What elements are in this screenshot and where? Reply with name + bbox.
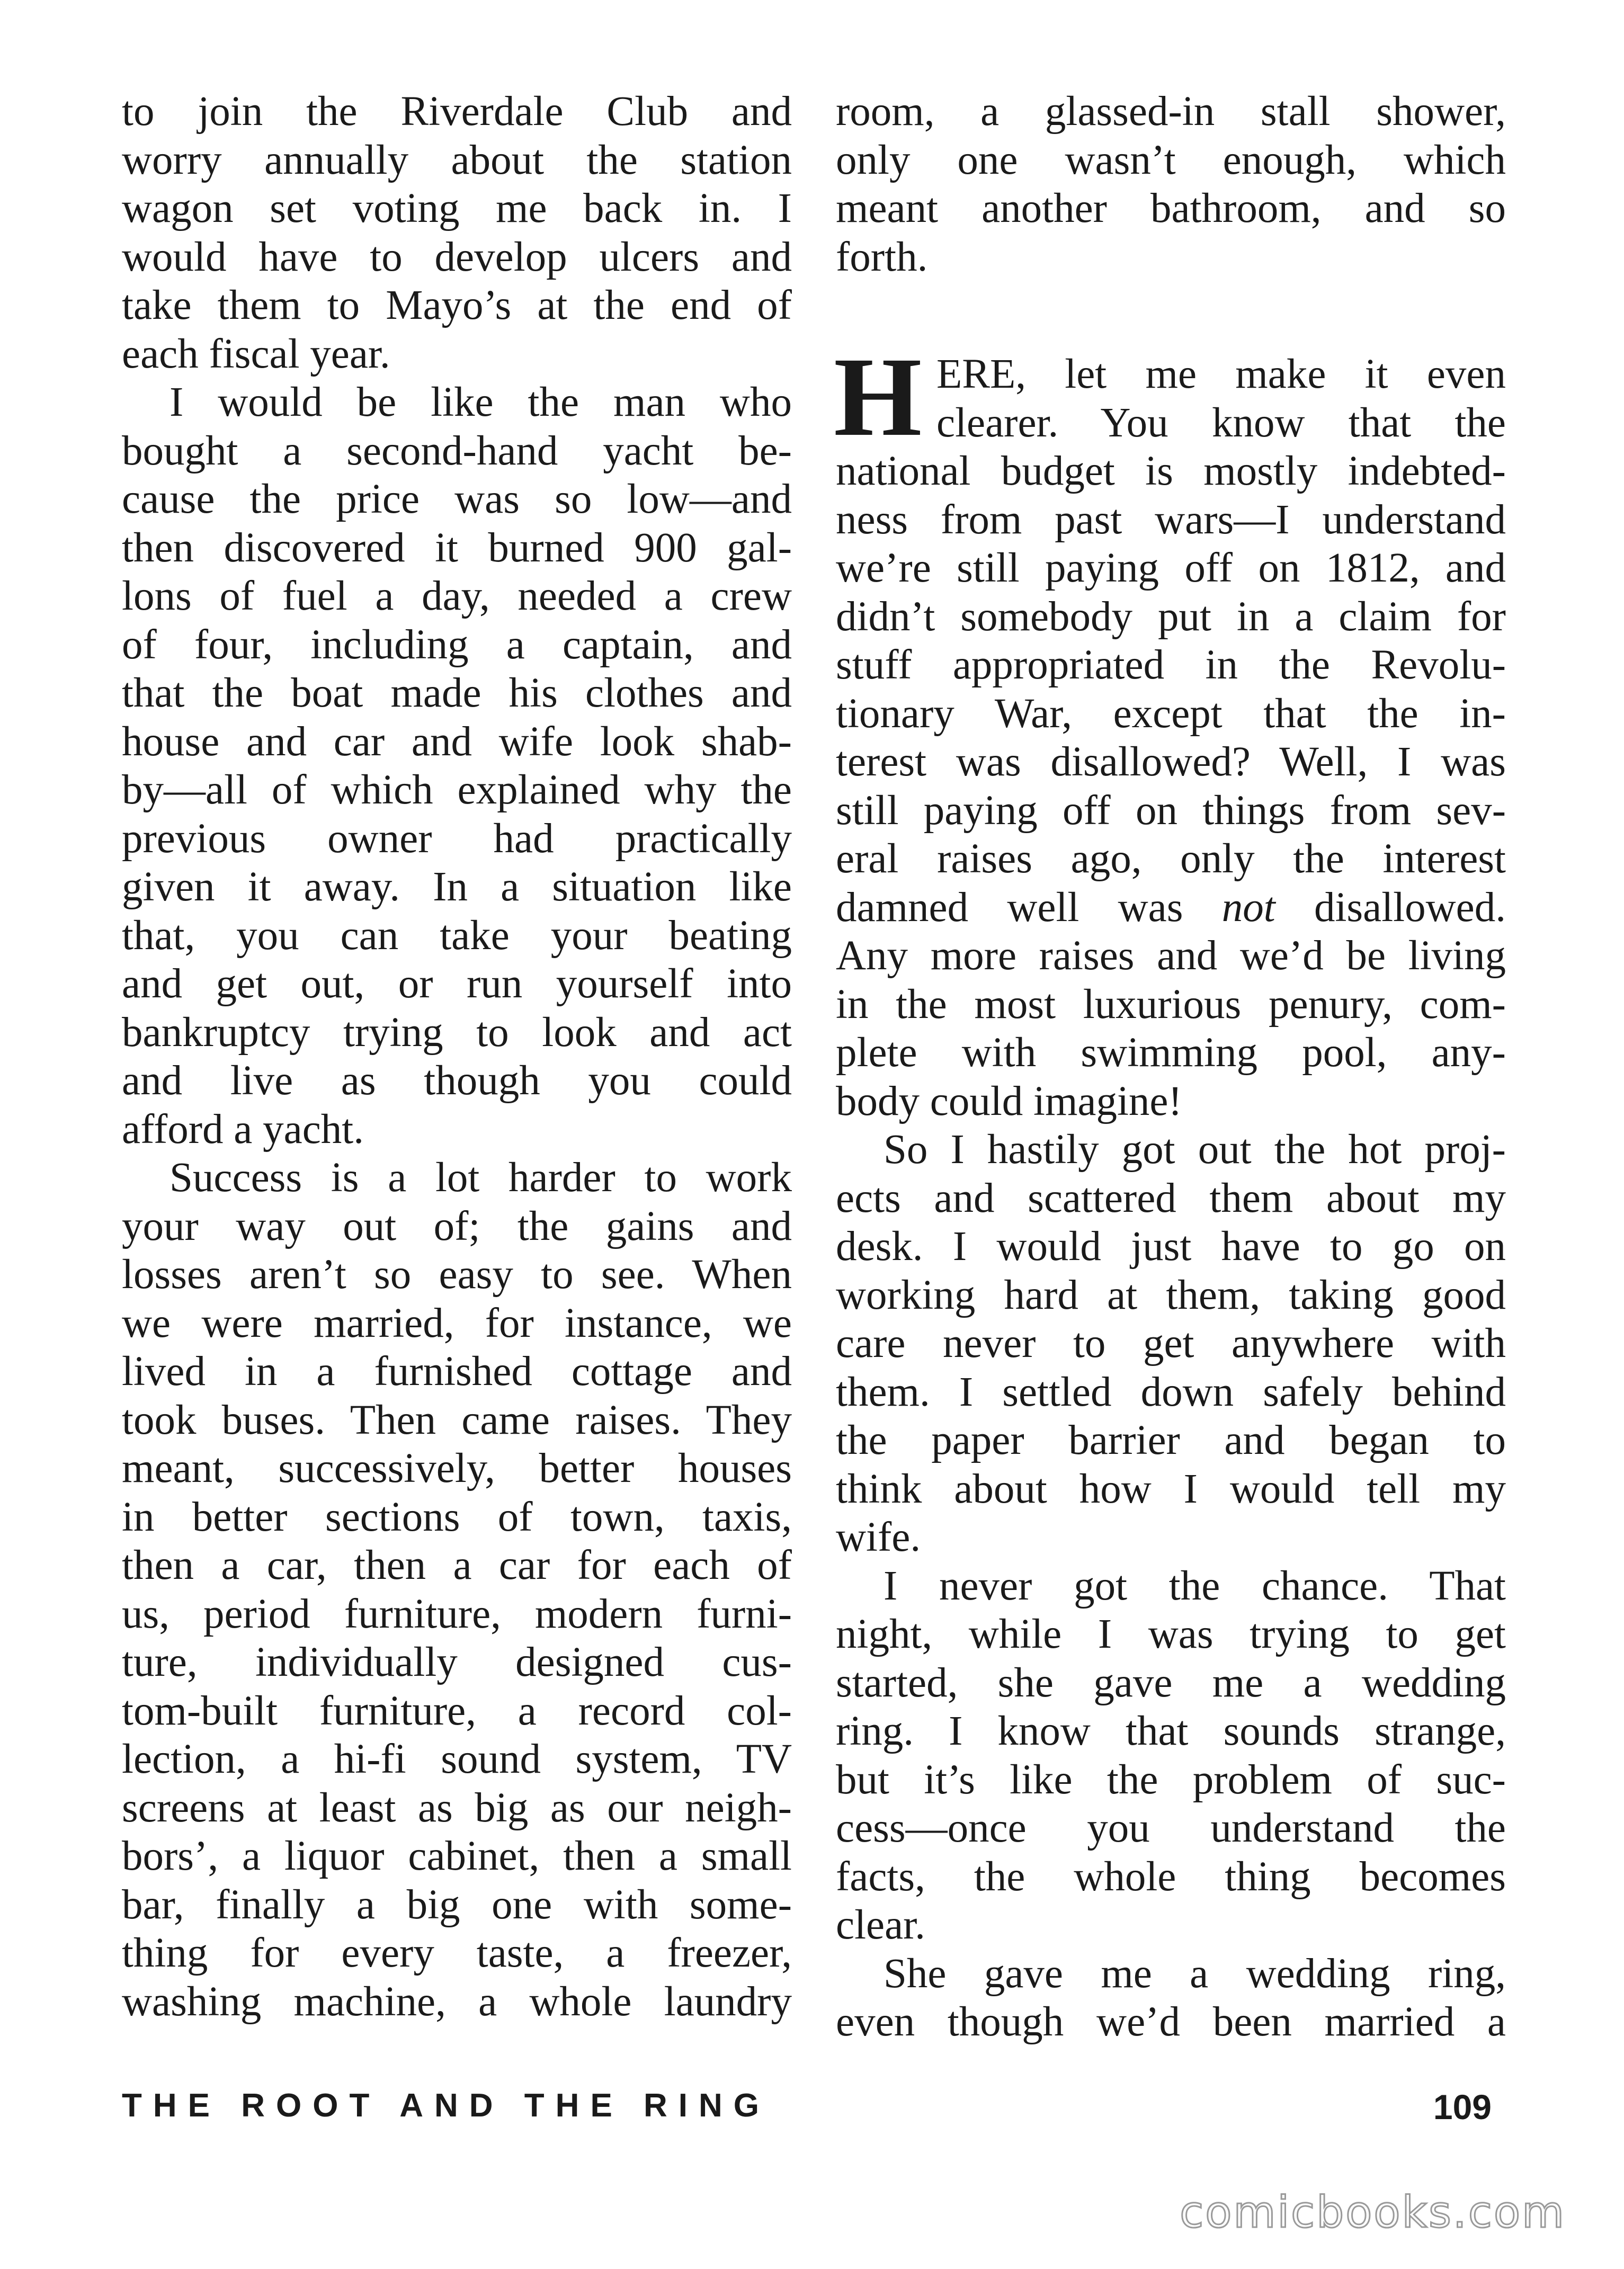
text-line: bors’, a liquor cabinet, then a small [122,1833,792,1879]
text-line: only one wasn’t enough, which [836,137,1506,183]
page-number: 109 [1433,2087,1492,2127]
text-line: we’re still paying off on 1812, and [836,545,1506,591]
text-line: So I hastily got out the hot proj- [884,1127,1506,1173]
text-line: care never to get anywhere with [836,1320,1506,1366]
text-line: worry annually about the station [122,137,792,183]
text-line: ring. I know that sounds strange, [836,1708,1506,1754]
text-line: started, she gave me a wedding [836,1659,1506,1706]
text-line: cess—once you understand the [836,1805,1506,1851]
text-line: I would be like the man who [169,379,792,425]
text-line: in the most luxurious penury, com- [836,981,1506,1028]
text-line: forth. [836,234,928,280]
text-line: meant another bathroom, and so [836,185,1506,231]
right-text-column [836,87,1506,2047]
text-line: body could imagine! [836,1078,1182,1124]
text-line: that, you can take your beating [122,912,792,959]
text-line: Success is a lot harder to work [169,1155,792,1201]
text-line: and live as though you could [122,1058,792,1104]
text-line: washing machine, a whole laundry [122,1978,792,2025]
text-line: by—all of which explained why the [122,767,792,813]
text-line: didn’t somebody put in a claim for [836,593,1506,640]
text-line: room, a glassed-in stall shower, [836,88,1506,135]
text-line: clearer. You know that the [936,399,1506,446]
text-line: tom-built furniture, a record col- [122,1687,792,1734]
text-line: previous owner had practically [122,815,792,862]
text-line: ects and scattered them about my [836,1175,1506,1221]
text-line: terest was disallowed? Well, I was [836,739,1506,785]
text-line: and get out, or run yourself into [122,961,792,1007]
text-line: wife. [836,1514,921,1560]
drop-cap-paragraph-start [834,334,1506,460]
text-line: the paper barrier and began to [836,1417,1506,1463]
text-line: took buses. Then came raises. They [122,1397,792,1443]
text-line: plete with swimming pool, any- [836,1030,1506,1076]
text-line: meant, successively, better houses [122,1445,792,1491]
text-line [836,883,1506,932]
text-line: bankruptcy trying to look and act [122,1009,792,1056]
text-line: tionary War, except that the in- [836,690,1506,737]
running-title: THE ROOT AND THE RING [122,2087,771,2124]
text-line: desk. I would just have to go on [836,1223,1506,1270]
italic-word: not [1221,884,1275,931]
text-segment: disallowed. [1275,884,1506,931]
text-line: clear. [836,1902,925,1948]
text-line: each fiscal year. [122,330,390,377]
text-line: afford a yacht. [122,1106,364,1153]
text-line: working hard at them, taking good [836,1272,1506,1318]
text-line: lived in a furnished cottage and [122,1348,792,1395]
text-line: then discovered it burned 900 gal- [122,524,792,571]
text-line: in better sections of town, taxis, [122,1494,792,1540]
text-line: eral raises ago, only the interest [836,836,1506,882]
text-line: wagon set voting me back in. I [122,185,792,231]
text-line: would have to develop ulcers and [122,234,792,280]
text-line: bought a second-hand yacht be- [122,427,792,474]
text-line: of four, including a captain, and [122,621,792,668]
text-line: bar, finally a big one with some- [122,1881,792,1928]
text-line: She gave me a wedding ring, [884,1950,1506,1997]
text-line: facts, the whole thing becomes [836,1853,1506,1900]
text-line: them. I settled down safely behind [836,1369,1506,1415]
text-line: Any more raises and we’d be living [836,933,1506,979]
text-line: even though we’d been married a [836,1999,1506,2045]
page-footer [122,2087,1492,2134]
text-line: ness from past wars—I understand [836,496,1506,543]
text-line: us, period furniture, modern furni- [122,1591,792,1637]
text-line: given it away. In a situation like [122,864,792,910]
text-line: still paying off on things from sev- [836,787,1506,834]
text-line: lection, a hi-fi sound system, TV [122,1736,792,1782]
text-line: your way out of; the gains and [122,1203,792,1249]
text-line: ture, individually designed cus- [122,1639,792,1685]
text-line: but it’s like the problem of suc- [836,1756,1506,1803]
text-line: house and car and wife look shab- [122,718,792,765]
text-line: losses aren’t so easy to see. When [122,1252,792,1298]
text-line: think about how I would tell my [836,1466,1506,1512]
text-segment: damned well was [836,884,1222,931]
left-text-column [122,87,792,2026]
text-line: that the boat made his clothes and [122,670,792,716]
section-break [836,281,1506,350]
text-line: thing for every taste, a freezer, [122,1930,792,1976]
text-line: ERE, let me make it even [936,351,1506,397]
site-watermark: comicbooks.com [1180,2187,1566,2238]
text-line: lons of fuel a day, needed a crew [122,573,792,619]
text-line: national budget is mostly indebted- [836,448,1506,494]
text-line: then a car, then a car for each of [122,1542,792,1588]
text-line: cause the price was so low—and [122,476,792,522]
text-line: night, while I was trying to get [836,1611,1506,1657]
text-line: we were married, for instance, we [122,1300,792,1346]
text-line: to join the Riverdale Club and [122,88,792,135]
drop-cap: H [834,334,922,460]
text-line: stuff appropriated in the Revolu- [836,642,1506,688]
text-line: take them to Mayo’s at the end of [122,282,792,328]
text-line: screens at least as big as our neigh- [122,1784,792,1831]
text-line: I never got the chance. That [884,1562,1506,1609]
